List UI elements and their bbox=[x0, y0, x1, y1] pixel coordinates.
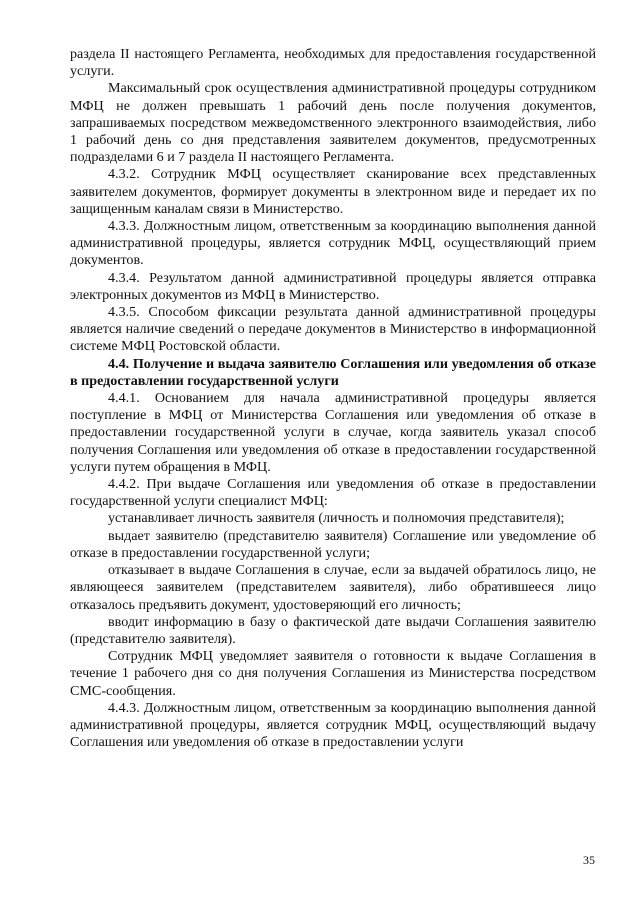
paragraph-4-3-4: 4.3.4. Результатом данной административной процедуры является отправка электронных документов из МФЦ в Министерство. bbox=[70, 269, 596, 303]
list-item-verify-identity: устанавливает личность заявителя (личность и полномочия представителя); bbox=[108, 510, 565, 527]
paragraph-4-3-5: 4.3.5. Способом фиксации результата данной административной процедуры является наличие сведений о передаче документов в Министерство в информационной системе МФЦ Ростовской области. bbox=[70, 304, 596, 355]
paragraph-continuation: раздела II настоящего Регламента, необходимых для предоставления государственной услуги. bbox=[70, 46, 596, 80]
list-item-refuse-issue: отказывает в выдаче Соглашения в случае, если за выдачей обратилось лицо, не являющееся заявителем (представителем заявителя), либо обратившееся лицо отказалось предъявить документ, удостоверяющий его личность; bbox=[70, 562, 596, 613]
paragraph-max-term: Максимальный срок осуществления административной процедуры сотрудником МФЦ не должен превышать 1 рабочий день после получения документов, запрашиваемых посредством межведомственного электронного взаимодействия, либо 1 рабочий день со дня представления заявителем документов, предусмотренных подразделами 6 и 7 раздела II настоящего Регламента. bbox=[70, 80, 596, 166]
paragraph-4-4-3: 4.4.3. Должностным лицом, ответственным за координацию выполнения данной административной процедуры, является сотрудник МФЦ, осуществляющий выдачу Соглашения или уведомления об отказе в предоставлении услуги bbox=[70, 699, 596, 751]
list-item-enter-info: вводит информацию в базу о фактической дате выдачи Соглашения заявителю (представителю заявителя). bbox=[70, 613, 596, 647]
section-heading-4-4: 4.4. Получение и выдача заявителю Соглашения или уведомления об отказе в предоставлении государственной услуги bbox=[70, 355, 596, 389]
paragraph-4-3-2: 4.3.2. Сотрудник МФЦ осуществляет сканирование всех представленных заявителем документов, формирует документы в электронном виде и передает их по защищенным каналам связи в Министерство. bbox=[70, 166, 596, 217]
paragraph-4-4-1: 4.4.1. Основанием для начала административной процедуры является поступление в МФЦ от Министерства Соглашения или уведомления об отказе в предоставлении государственной услуги в случае, когда заявитель указал способ получения Соглашения или уведомления об отказе в предоставлении государственной услуги путем обращения в МФЦ. bbox=[70, 390, 596, 475]
paragraph-4-3-3: 4.3.3. Должностным лицом, ответственным за координацию выполнения данной административной процедуры, является сотрудник МФЦ, осуществляющий прием документов. bbox=[70, 218, 596, 269]
page-number: 35 bbox=[583, 853, 595, 867]
paragraph-notification: Сотрудник МФЦ уведомляет заявителя о готовности к выдаче Соглашения в течение 1 рабочего дня со дня получения Соглашения из Министерства посредством СМС-сообщения. bbox=[70, 648, 596, 699]
document-page bbox=[70, 46, 596, 751]
paragraph-4-4-2: 4.4.2. При выдаче Соглашения или уведомления об отказе в предоставлении государственной услуги специалист МФЦ: bbox=[70, 476, 596, 510]
list-item-issue-agreement: выдает заявителю (представителю заявителя) Соглашение или уведомление об отказе в предоставлении государственной услуги; bbox=[70, 527, 596, 561]
